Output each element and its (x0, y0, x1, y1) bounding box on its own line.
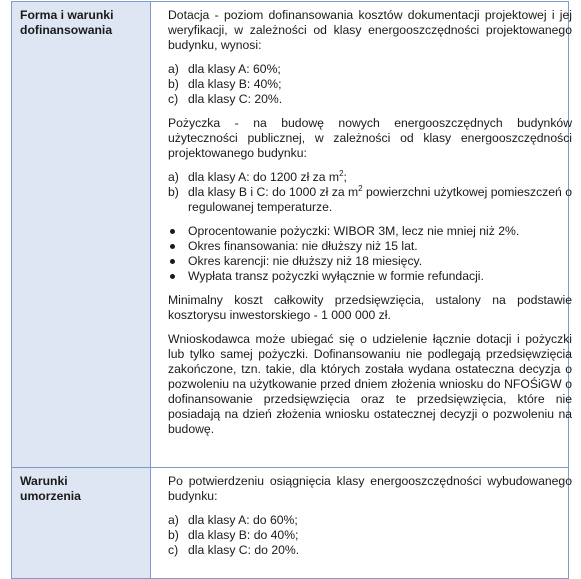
terms-bullet-list (168, 224, 572, 284)
bullet-icon (170, 229, 175, 234)
bullet-item: Wypłata transz pożyczki wyłącznie w formie refundacji. (168, 269, 572, 284)
pozyczka-intro: Pożyczka - na budowę nowych energooszczędnych budynków użyteczności publicznej, w zależności od klasy energooszczędności projektowanego budynku: (168, 116, 572, 160)
list-item: c) dla klasy C: 20%. (168, 92, 283, 106)
list-item: b) dla klasy B: 40%; (168, 77, 282, 91)
row-label: Forma i warunki dofinansowania (20, 8, 114, 37)
table-row (11, 1, 572, 468)
label-cell (11, 468, 151, 579)
list-item: a) dla klasy A: do 1200 zł za $m^2$; (168, 168, 347, 184)
list-item: a) dla klasy A: 60%; (168, 62, 281, 76)
table-row (11, 468, 572, 579)
bullet-icon (170, 244, 175, 249)
dotacja-intro: Dotacja - poziom dofinansowania kosztów dokumentacji projektowej i jej weryfikacji, w zależności od klasy energooszczędności projektowanego budynku, wynosi: (168, 8, 572, 52)
label-cell (11, 1, 151, 468)
dotacja-list (168, 62, 572, 107)
list-item: c) dla klasy C: do 20%. (168, 543, 300, 557)
list-item: b) dla klasy B i C: do 1000 zł za $m^2$ powierzchni użytkowej pomieszczeń o regulowanej temperaturze. (168, 183, 572, 214)
cell-content (168, 474, 572, 558)
bullet-icon (170, 274, 175, 279)
pozyczka-list (168, 170, 572, 215)
list-item: b) dla klasy B: do 40%; (168, 528, 299, 542)
row-label: Warunki umorzenia (20, 474, 81, 503)
list-item: a) dla klasy A: do 60%; (168, 513, 298, 527)
bullet-icon (170, 259, 175, 264)
content-cell (151, 1, 572, 468)
content-cell (151, 468, 572, 579)
umorzenie-list (168, 513, 572, 558)
bullet-item: Oprocentowanie pożyczki: WIBOR 3M, lecz nie mniej niż 2%. (168, 224, 572, 239)
min-cost-text: Minimalny koszt całkowity przedsięwzięcia, ustalony na podstawie kosztorysu inwestorskiego - 1 000 000 zł. (168, 293, 572, 322)
cell-content (168, 8, 572, 437)
conditions-table (11, 1, 572, 579)
applicant-text: Wnioskodawca może ubiegać się o udzielenie łącznie dotacji i pożyczki lub tylko samej pożyczki. Dofinansowaniu nie podlegają przedsięwzięcia zakończone, tzn. takie, dla których została wydana ostateczna decyzja o pozwoleniu na użytkowanie przed dniem złożenia wniosku do NFOŚiGW o dofinansowanie przedsięwzięcia oraz te przedsięwzięcia, które nie posiadają na dzień złożenia wniosku ostatecznej decyzji o pozwoleniu na budowę. (168, 332, 572, 436)
umorzenie-intro: Po potwierdzeniu osiągnięcia klasy energooszczędności wybudowanego budynku: (168, 474, 572, 503)
bullet-item: Okres finansowania: nie dłuższy niż 15 lat. (168, 239, 572, 254)
bullet-item: Okres karencji: nie dłuższy niż 18 miesięcy. (168, 254, 572, 269)
